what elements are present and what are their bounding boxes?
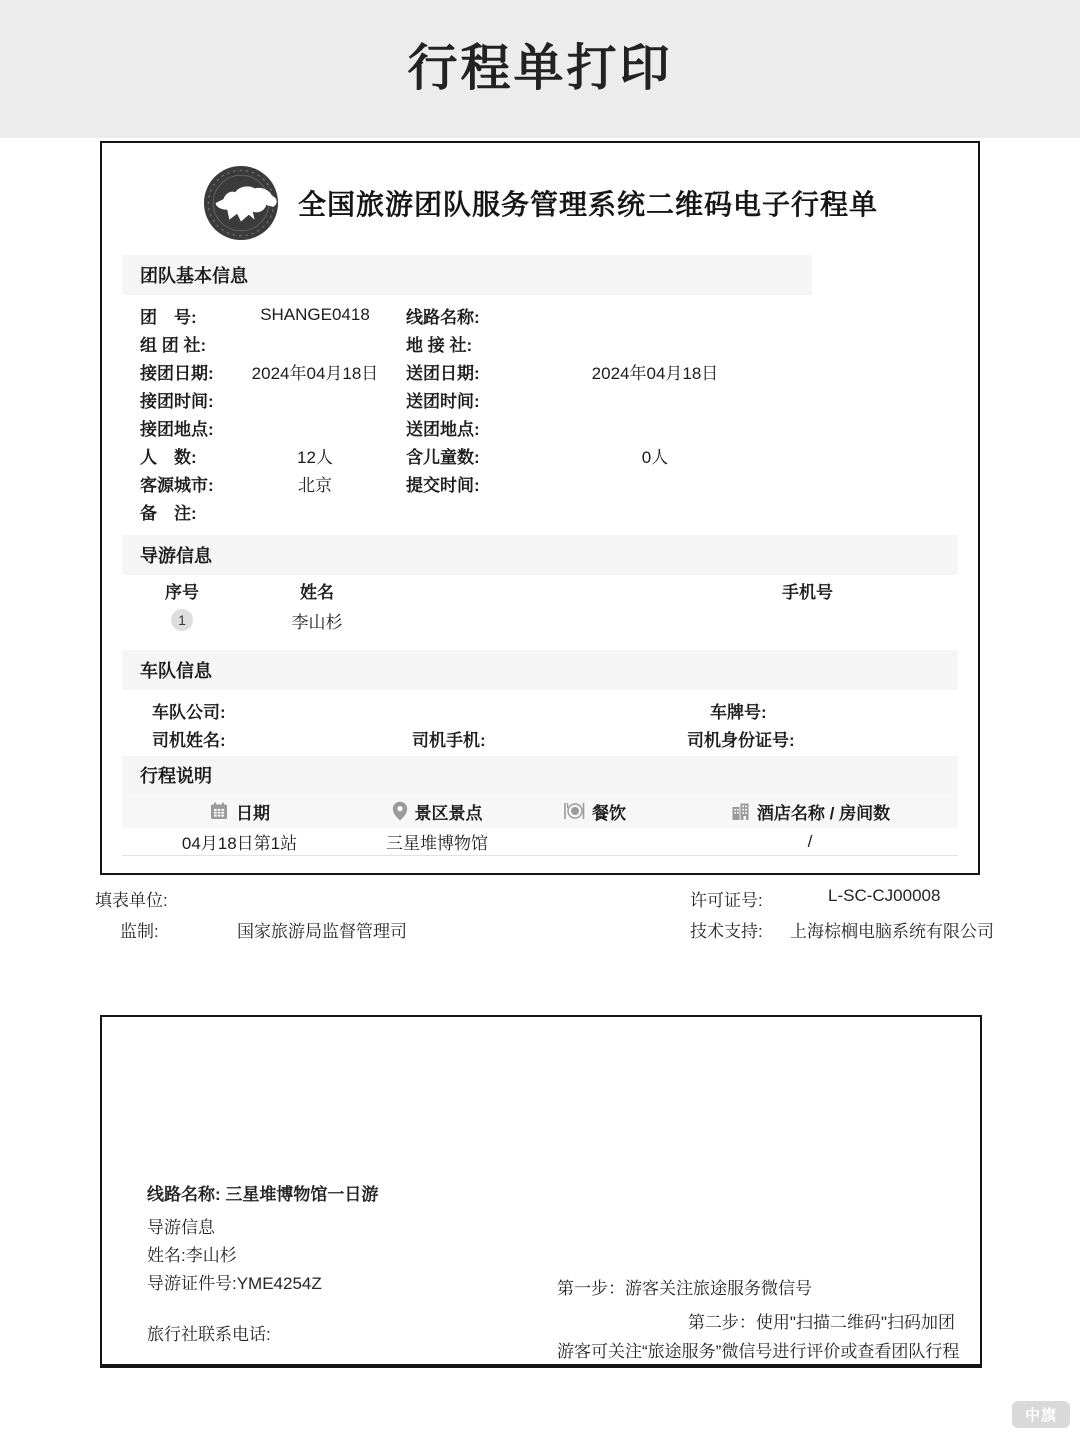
field-value: 2024年04月18日 bbox=[251, 363, 379, 383]
guide-table-row bbox=[122, 603, 958, 637]
field-label: 客源城市: bbox=[140, 475, 214, 495]
section-itinerary-title: 行程说明 bbox=[140, 766, 212, 786]
guide-no-cell bbox=[132, 609, 232, 631]
calendar-icon bbox=[209, 801, 229, 821]
guide-name-cell: 李山杉 bbox=[291, 612, 343, 632]
agency-phone-label: 旅行社联系电话: bbox=[147, 1325, 271, 1344]
hotel-icon bbox=[730, 801, 750, 821]
step1-text: 第一步：游客关注旅途服务微信号 bbox=[557, 1279, 812, 1298]
basic-info-row bbox=[102, 301, 978, 329]
field-label: 组 团 社: bbox=[140, 335, 207, 355]
summary-card bbox=[100, 1015, 982, 1368]
restaurant-icon bbox=[563, 801, 585, 821]
supervise-label: 监制: bbox=[120, 922, 159, 941]
basic-info-row bbox=[102, 329, 978, 357]
basic-info-row bbox=[102, 357, 978, 385]
itinerary-col-hotel-label: 酒店名称 / 房间数 bbox=[756, 803, 891, 823]
license-label: 许可证号: bbox=[690, 891, 763, 910]
fleet-company-label: 车队公司: bbox=[152, 702, 226, 722]
itinerary-col-meal bbox=[527, 799, 662, 824]
basic-info-row bbox=[102, 441, 978, 469]
license-value: L-SC-CJ00008 bbox=[828, 886, 941, 905]
fleet-row bbox=[102, 724, 978, 752]
driver-phone-label: 司机手机: bbox=[412, 730, 486, 750]
itinerary-col-meal-label: 餐饮 bbox=[592, 803, 626, 823]
section-fleet-info bbox=[122, 650, 958, 690]
watermark-badge: 中旗 bbox=[1012, 1401, 1070, 1428]
guide-col-name: 姓名 bbox=[300, 582, 334, 602]
guide-name-line: 姓名:李山杉 bbox=[147, 1246, 237, 1265]
itinerary-col-spot bbox=[347, 799, 527, 824]
itinerary-col-spot-label: 景区景点 bbox=[414, 803, 483, 823]
basic-info-row bbox=[102, 497, 978, 525]
fleet-info-rows bbox=[102, 696, 978, 752]
guide-info-heading: 导游信息 bbox=[147, 1218, 215, 1237]
itinerary-col-hotel bbox=[662, 799, 958, 824]
itinerary-spot-cell: 三星堆博物馆 bbox=[386, 834, 488, 853]
tech-support-label: 技术支持: bbox=[690, 922, 763, 941]
guide-col-no: 序号 bbox=[165, 582, 199, 602]
field-value: SHANGE0418 bbox=[260, 305, 370, 324]
guide-cert-line: 导游证件号:YME4254Z bbox=[147, 1274, 322, 1293]
section-fleet-info-title: 车队信息 bbox=[140, 661, 212, 681]
itinerary-table-row bbox=[122, 828, 958, 856]
map-pin-icon bbox=[392, 801, 408, 821]
route-name-value: 三星堆博物馆一日游 bbox=[225, 1185, 379, 1204]
tech-support-value: 上海棕榈电脑系统有限公司 bbox=[790, 922, 994, 941]
field-value: 0人 bbox=[641, 447, 669, 467]
supervise-value: 国家旅游局监督管理司 bbox=[237, 922, 407, 941]
document-title: 全国旅游团队服务管理系统二维码电子行程单 bbox=[297, 189, 878, 220]
guide-table-header bbox=[122, 577, 958, 603]
field-label: 提交时间: bbox=[406, 475, 480, 495]
step2-text: 第二步：使用"扫描二维码"扫码加团 bbox=[687, 1313, 955, 1332]
route-name-label: 线路名称: bbox=[147, 1185, 221, 1204]
field-label: 人 数: bbox=[140, 447, 197, 467]
field-label: 送团时间: bbox=[406, 391, 480, 411]
basic-info-row bbox=[102, 385, 978, 413]
field-label: 接团时间: bbox=[140, 391, 214, 411]
guide-col-phone: 手机号 bbox=[782, 582, 833, 602]
basic-info-row bbox=[102, 469, 978, 497]
field-value: 北京 bbox=[298, 475, 332, 495]
field-label: 接团地点: bbox=[140, 419, 214, 439]
china-tourism-flying-horse-logo-icon bbox=[202, 164, 280, 242]
field-label: 团 号: bbox=[140, 307, 197, 327]
fleet-plate-label: 车牌号: bbox=[710, 702, 767, 722]
itinerary-date-cell: 04月18日第1站 bbox=[181, 834, 298, 853]
route-name-line bbox=[147, 1180, 378, 1205]
field-value: 12人 bbox=[297, 447, 333, 467]
driver-id-label: 司机身份证号: bbox=[687, 730, 795, 750]
section-basic-info-title: 团队基本信息 bbox=[140, 266, 248, 286]
itinerary-table-header bbox=[122, 794, 958, 828]
page-title: 行程单打印 bbox=[407, 40, 673, 96]
itinerary-document-card bbox=[100, 141, 980, 875]
itinerary-col-date bbox=[132, 799, 347, 824]
field-label: 送团地点: bbox=[406, 419, 480, 439]
itinerary-col-date-label: 日期 bbox=[236, 803, 270, 823]
basic-info-row bbox=[102, 413, 978, 441]
field-label: 线路名称: bbox=[406, 307, 480, 327]
itinerary-hotel-cell: / bbox=[807, 831, 813, 851]
driver-name-label: 司机姓名: bbox=[152, 730, 226, 750]
field-label: 地 接 社: bbox=[406, 335, 473, 355]
basic-info-rows bbox=[102, 301, 978, 525]
field-label: 接团日期: bbox=[140, 363, 214, 383]
guide-table bbox=[122, 577, 958, 637]
field-label: 含儿童数: bbox=[406, 447, 480, 467]
guide-index-badge: 1 bbox=[171, 609, 193, 631]
section-itinerary bbox=[122, 756, 958, 794]
document-header bbox=[102, 159, 978, 247]
section-guide-info-title: 导游信息 bbox=[140, 546, 212, 566]
section-basic-info bbox=[122, 255, 812, 295]
field-label: 送团日期: bbox=[406, 363, 480, 383]
field-value: 2024年04月18日 bbox=[591, 363, 719, 383]
field-label: 备 注: bbox=[140, 503, 197, 523]
section-guide-info bbox=[122, 535, 958, 575]
qr-note-text: 游客可关注“旅途服务”微信号进行评价或查看团队行程 bbox=[557, 1342, 960, 1361]
fill-unit-label: 填表单位: bbox=[95, 891, 168, 910]
fleet-row bbox=[102, 696, 978, 724]
